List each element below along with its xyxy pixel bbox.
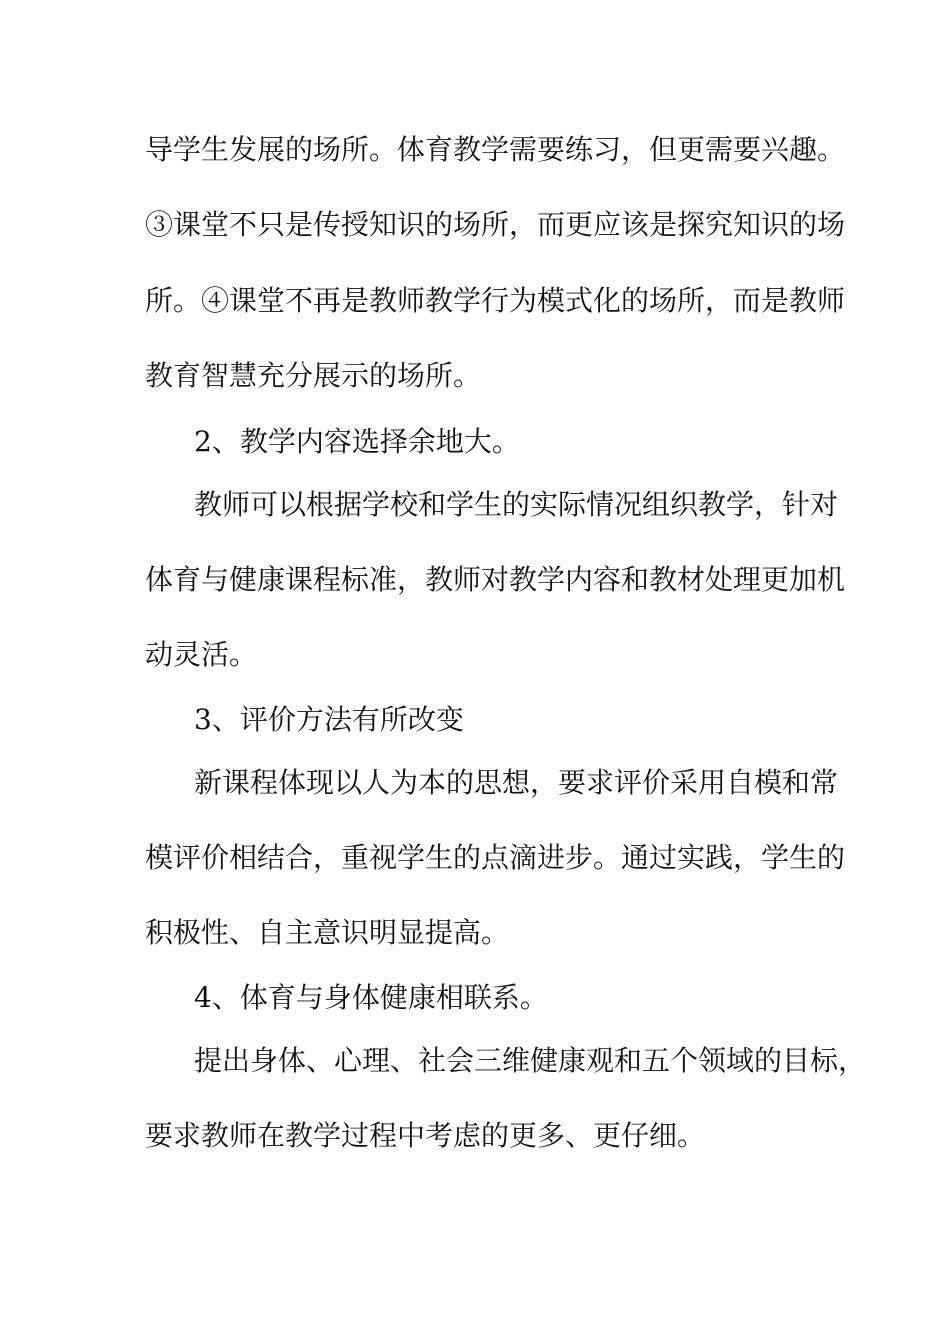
paragraph-line-9: 模评价相结合，重视学生的点滴进步。通过实践，学生的 [145, 841, 846, 874]
paragraph-line-11: 提出身体、心理、社会三维健康观和五个领域的目标， [194, 1044, 867, 1077]
paragraph-line-6: 体育与健康课程标准，教师对教学内容和教材处理更加机 [145, 563, 846, 596]
paragraph-line-10: 积极性、自主意识明显提高。 [145, 916, 510, 949]
paragraph-line-8: 新课程体现以人为本的思想，要求评价采用自模和常 [194, 766, 839, 799]
paragraph-line-2: ③课堂不只是传授知识的场所，而更应该是探究知识的场 [145, 208, 846, 241]
paragraph-line-12: 要求教师在教学过程中考虑的更多、更仔细。 [145, 1119, 706, 1152]
paragraph-line-1: 导学生发展的场所。体育教学需要练习，但更需要兴趣。 [145, 133, 846, 166]
paragraph-line-7: 动灵活。 [145, 638, 258, 671]
paragraph-line-5: 教师可以根据学校和学生的实际情况组织教学，针对 [194, 488, 839, 521]
section-heading-4: 4、体育与身体健康相联系。 [194, 981, 548, 1014]
paragraph-line-4: 教育智慧充分展示的场所。 [145, 359, 482, 392]
paragraph-line-3: 所。④课堂不再是教师教学行为模式化的场所，而是教师 [145, 284, 846, 317]
section-heading-3: 3、评价方法有所改变 [194, 703, 464, 736]
section-heading-2: 2、教学内容选择余地大。 [194, 425, 520, 458]
